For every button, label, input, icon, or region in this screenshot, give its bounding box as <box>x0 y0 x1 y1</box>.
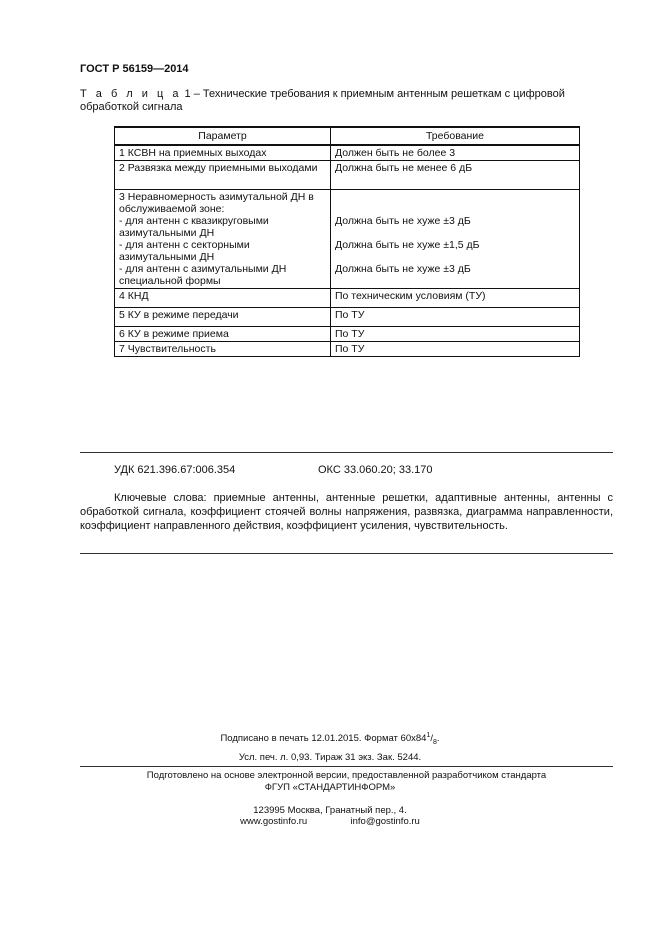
parameter-line: 3 Неравномерность азимутальной ДН в обслуживаемой зоне: <box>119 191 314 215</box>
requirement-line: Должна быть не хуже ±3 дБ <box>335 215 471 227</box>
parameter-cell: 4 КНД <box>115 289 331 308</box>
format-suffix: . <box>436 733 440 745</box>
requirement-cell: По техническим условиям (ТУ) <box>331 289 580 308</box>
divider-top <box>80 452 613 453</box>
parameter-cell: 1 КСВН на приемных выходах <box>115 145 331 161</box>
prepared-line: Подготовлено на основе электронной версии, предоставленной разработчиком стандарта <box>146 770 547 781</box>
requirement-line: Должна быть не хуже ±3 дБ <box>335 263 471 275</box>
requirements-table <box>114 126 580 357</box>
requirement-cell: По ТУ <box>331 308 580 327</box>
address-line: 123995 Москва, Гранатный пер., 4. <box>253 805 407 816</box>
column-header-requirement: Требование <box>331 127 580 145</box>
divider-bottom <box>80 553 613 554</box>
print-run-line: Усл. печ. л. 0,93. Тираж 31 экз. Зак. 5244. <box>238 752 422 763</box>
table-header-row <box>115 127 580 145</box>
table-row <box>115 342 580 357</box>
keywords-paragraph: Ключевые слова: приемные антенны, антенные решетки, адаптивные антенны, антенны с обработкой сигнала, коэффициент стоячей волны напряжения, развязка, диаграмма направленности, коэффициент направленного действия, коэффициент усиления, чувствительность. <box>80 492 613 532</box>
table-row <box>115 190 580 289</box>
oks-code: ОКС 33.060.20; 33.170 <box>318 464 433 476</box>
signed-line: Подписано в печать 12.01.2015. Формат $60x84^1/_8$. <box>220 732 440 747</box>
table-row <box>115 289 580 308</box>
contacts-line <box>120 816 540 827</box>
requirement-line: Должна быть не хуже ±1,5 дБ <box>335 239 480 251</box>
table-row <box>115 308 580 327</box>
standard-number: ГОСТ Р 56159—2014 <box>80 63 189 75</box>
column-header-parameter: Параметр <box>115 127 331 145</box>
parameter-line: - для антенн с азимутальными ДН специальной формы <box>119 263 287 287</box>
table-row <box>115 145 580 161</box>
udk-code: УДК 621.396.67:006.354 <box>114 464 236 476</box>
parameter-cell <box>115 190 331 289</box>
caption-label: Т а б л и ц а <box>80 88 182 100</box>
table-row <box>115 161 580 190</box>
email-link[interactable]: info@gostinfo.ru <box>350 816 420 827</box>
requirement-cell <box>331 190 580 289</box>
requirement-cell: По ТУ <box>331 342 580 357</box>
website-link[interactable]: www.gostinfo.ru <box>240 816 308 827</box>
imprint-divider <box>80 766 613 767</box>
publisher-line: ФГУП «СТАНДАРТИНФОРМ» <box>264 782 396 793</box>
requirement-cell: По ТУ <box>331 327 580 342</box>
caption-text: – Технические требования к приемным антенным решеткам с цифровой обработкой сигнала <box>80 88 565 113</box>
table-caption <box>80 88 614 114</box>
parameter-line: - для антенн с квазикруговыми азимутальными ДН <box>119 215 269 239</box>
format-numerator: 1 <box>426 732 431 739</box>
caption-number: 1 <box>184 88 191 100</box>
parameter-cell: 2 Развязка между приемными выходами <box>115 161 331 190</box>
parameter-cell: 7 Чувствительность <box>115 342 331 357</box>
signed-text: Подписано в печать 12.01.2015. Формат 60x84 <box>220 733 427 745</box>
parameter-cell: 5 КУ в режиме передачи <box>115 308 331 327</box>
table-row <box>115 327 580 342</box>
parameter-cell: 6 КУ в режиме приема <box>115 327 331 342</box>
format-denominator: 8 <box>432 739 437 747</box>
parameter-line: - для антенн с секторными азимутальными ДН <box>119 239 250 263</box>
requirement-cell: Должен быть не более 3 <box>331 145 580 161</box>
requirement-cell: Должна быть не менее 6 дБ <box>331 161 580 190</box>
